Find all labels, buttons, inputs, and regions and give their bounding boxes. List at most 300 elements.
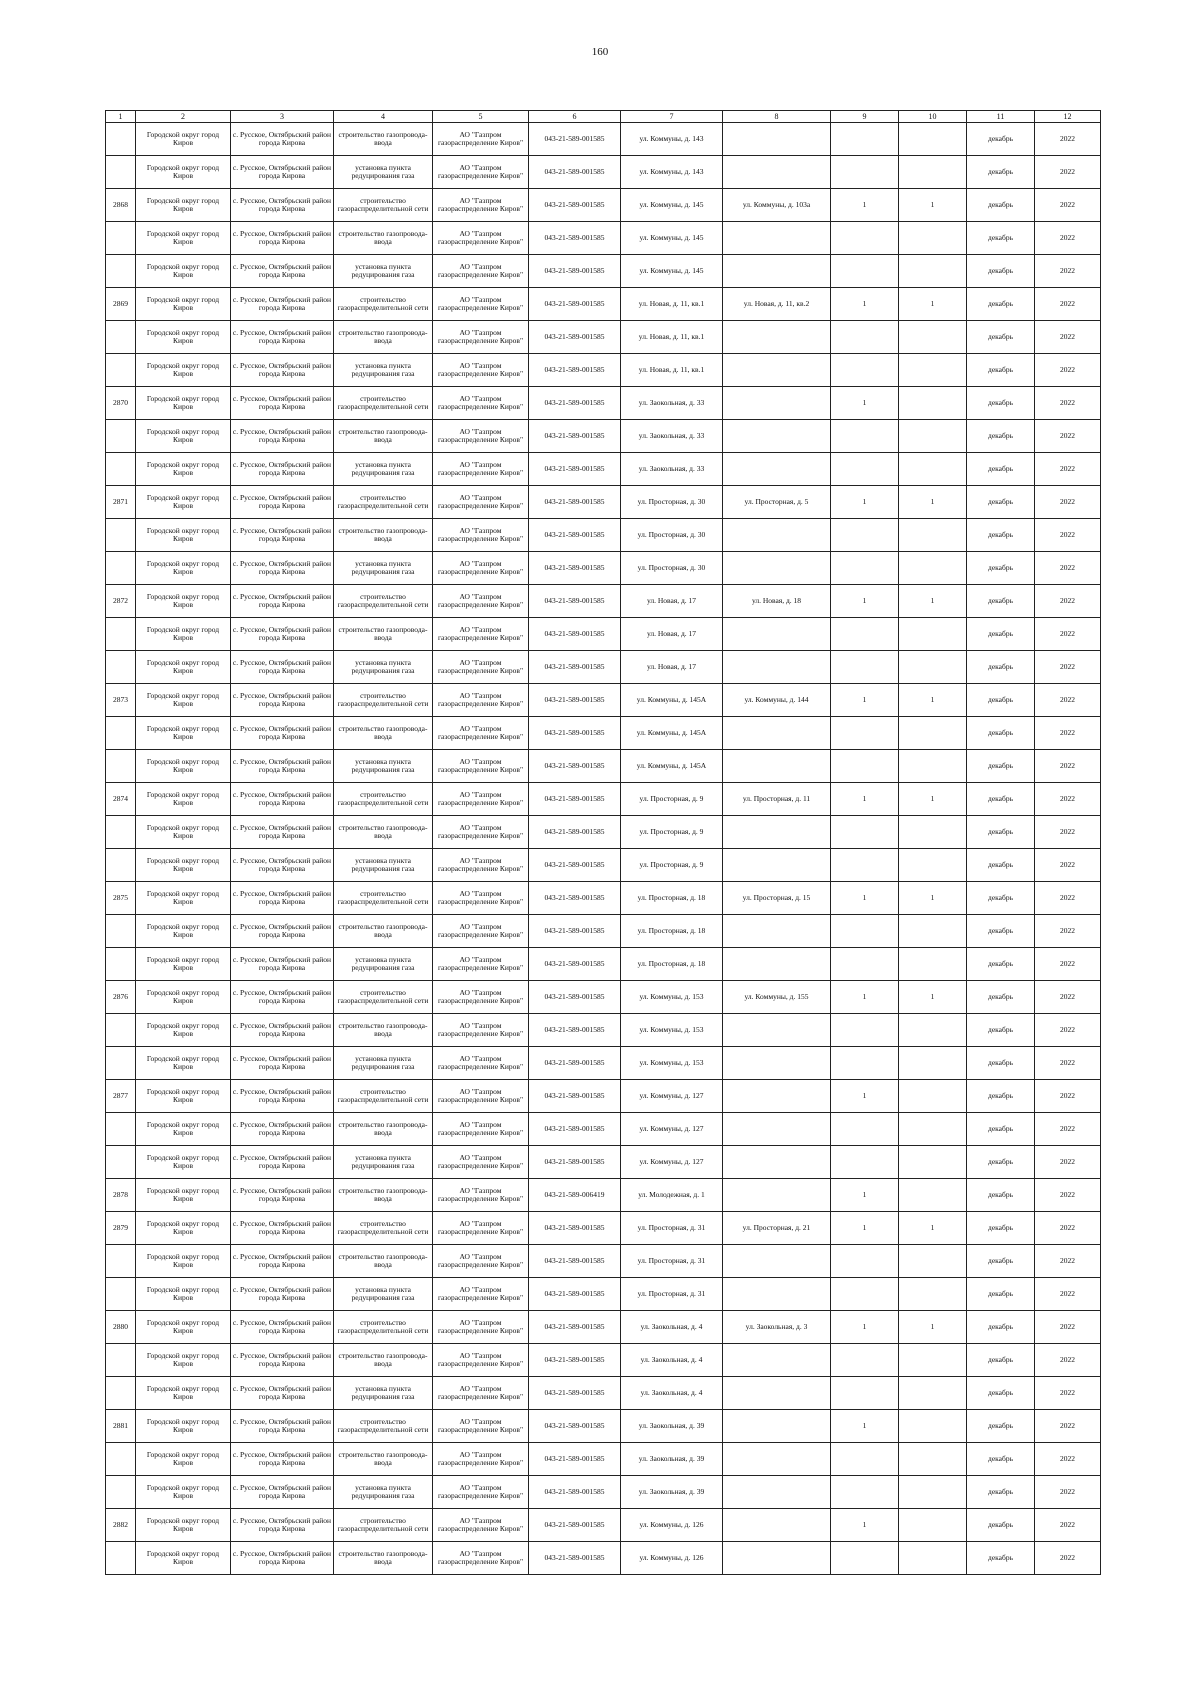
- cell-organization: АО "Газпром газораспределение Киров": [433, 453, 529, 486]
- cell-month: декабрь: [967, 1278, 1035, 1311]
- cell-month: декабрь: [967, 123, 1035, 156]
- cell-month: декабрь: [967, 1542, 1035, 1575]
- column-number-9: 9: [831, 111, 899, 123]
- cell-count-b: [899, 255, 967, 288]
- cell-address-secondary: [723, 255, 831, 288]
- cell-work-type: установка пункта редуцирования газа: [334, 1047, 433, 1080]
- cell-year: 2022: [1035, 189, 1101, 222]
- cell-locality: с. Русское, Октябрьский район города Кирова: [231, 420, 334, 453]
- cell-address: ул. Коммуны, д. 127: [621, 1146, 723, 1179]
- cell-count-a: 1: [831, 1080, 899, 1113]
- table-row: [106, 1311, 1101, 1344]
- cell-municipality: Городской округ город Киров: [136, 981, 231, 1014]
- cell-locality: с. Русское, Октябрьский район города Кирова: [231, 1311, 334, 1344]
- cell-count-b: [899, 552, 967, 585]
- cell-address: ул. Коммуны, д. 126: [621, 1509, 723, 1542]
- cell-organization: АО "Газпром газораспределение Киров": [433, 1542, 529, 1575]
- cell-row-number: [106, 123, 136, 156]
- cell-municipality: Городской округ город Киров: [136, 948, 231, 981]
- cell-registry-code: 043-21-589-001585: [529, 1476, 621, 1509]
- cell-organization: АО "Газпром газораспределение Киров": [433, 486, 529, 519]
- cell-work-type: строительство газораспределительной сети: [334, 1311, 433, 1344]
- cell-year: 2022: [1035, 1179, 1101, 1212]
- cell-month: декабрь: [967, 1212, 1035, 1245]
- cell-municipality: Городской округ город Киров: [136, 1542, 231, 1575]
- cell-organization: АО "Газпром газораспределение Киров": [433, 882, 529, 915]
- cell-locality: с. Русское, Октябрьский район города Кирова: [231, 123, 334, 156]
- cell-registry-code: 043-21-589-001585: [529, 1278, 621, 1311]
- cell-organization: АО "Газпром газораспределение Киров": [433, 1245, 529, 1278]
- cell-work-type: установка пункта редуцирования газа: [334, 1377, 433, 1410]
- cell-address-secondary: ул. Новая, д. 18: [723, 585, 831, 618]
- cell-locality: с. Русское, Октябрьский район города Кирова: [231, 1443, 334, 1476]
- cell-address-secondary: [723, 1443, 831, 1476]
- cell-address-secondary: [723, 915, 831, 948]
- cell-municipality: Городской округ город Киров: [136, 1410, 231, 1443]
- table-row: [106, 1542, 1101, 1575]
- cell-organization: АО "Газпром газораспределение Киров": [433, 783, 529, 816]
- table-row: [106, 1146, 1101, 1179]
- cell-count-b: [899, 1014, 967, 1047]
- cell-count-a: [831, 651, 899, 684]
- cell-month: декабрь: [967, 321, 1035, 354]
- cell-row-number: [106, 717, 136, 750]
- cell-year: 2022: [1035, 321, 1101, 354]
- cell-registry-code: 043-21-589-001585: [529, 1146, 621, 1179]
- cell-locality: с. Русское, Октябрьский район города Кирова: [231, 585, 334, 618]
- cell-count-a: 1: [831, 882, 899, 915]
- cell-count-a: [831, 618, 899, 651]
- cell-count-b: [899, 519, 967, 552]
- cell-row-number: [106, 1344, 136, 1377]
- cell-work-type: строительство газопровода-ввода: [334, 1344, 433, 1377]
- cell-month: декабрь: [967, 552, 1035, 585]
- cell-work-type: строительство газопровода-ввода: [334, 717, 433, 750]
- cell-registry-code: 043-21-589-001585: [529, 1080, 621, 1113]
- cell-work-type: строительство газопровода-ввода: [334, 1542, 433, 1575]
- cell-address: ул. Молодежная, д. 1: [621, 1179, 723, 1212]
- cell-address: ул. Коммуны, д. 153: [621, 1047, 723, 1080]
- cell-work-type: установка пункта редуцирования газа: [334, 1278, 433, 1311]
- cell-count-b: [899, 1146, 967, 1179]
- table-row: [106, 1014, 1101, 1047]
- cell-organization: АО "Газпром газораспределение Киров": [433, 255, 529, 288]
- table-row: [106, 321, 1101, 354]
- cell-address-secondary: [723, 618, 831, 651]
- cell-count-a: [831, 915, 899, 948]
- cell-address-secondary: [723, 1014, 831, 1047]
- cell-count-b: 1: [899, 783, 967, 816]
- cell-month: декабрь: [967, 585, 1035, 618]
- cell-month: декабрь: [967, 189, 1035, 222]
- table-row: [106, 1344, 1101, 1377]
- cell-registry-code: 043-21-589-001585: [529, 1542, 621, 1575]
- cell-address: ул. Коммуны, д. 127: [621, 1080, 723, 1113]
- cell-locality: с. Русское, Октябрьский район города Кирова: [231, 486, 334, 519]
- cell-address: ул. Заокольная, д. 39: [621, 1410, 723, 1443]
- cell-work-type: строительство газораспределительной сети: [334, 486, 433, 519]
- cell-year: 2022: [1035, 552, 1101, 585]
- cell-municipality: Городской округ город Киров: [136, 420, 231, 453]
- cell-year: 2022: [1035, 1245, 1101, 1278]
- cell-count-b: [899, 1509, 967, 1542]
- cell-month: декабрь: [967, 849, 1035, 882]
- table-row: [106, 948, 1101, 981]
- cell-locality: с. Русское, Октябрьский район города Кирова: [231, 288, 334, 321]
- cell-count-b: [899, 618, 967, 651]
- cell-month: декабрь: [967, 1179, 1035, 1212]
- cell-municipality: Городской округ город Киров: [136, 1047, 231, 1080]
- cell-address-secondary: ул. Просторная, д. 11: [723, 783, 831, 816]
- cell-address: ул. Коммуны, д. 145: [621, 189, 723, 222]
- cell-address: ул. Просторная, д. 31: [621, 1245, 723, 1278]
- table-row: [106, 1080, 1101, 1113]
- cell-month: декабрь: [967, 486, 1035, 519]
- cell-address-secondary: [723, 1410, 831, 1443]
- cell-count-a: 1: [831, 1179, 899, 1212]
- cell-locality: с. Русское, Октябрьский район города Кирова: [231, 684, 334, 717]
- cell-count-b: [899, 915, 967, 948]
- cell-address: ул. Новая, д. 17: [621, 585, 723, 618]
- cell-count-a: [831, 1245, 899, 1278]
- cell-address: ул. Просторная, д. 18: [621, 915, 723, 948]
- cell-address: ул. Просторная, д. 30: [621, 519, 723, 552]
- cell-registry-code: 043-21-589-001585: [529, 255, 621, 288]
- cell-organization: АО "Газпром газораспределение Киров": [433, 1179, 529, 1212]
- cell-work-type: строительство газораспределительной сети: [334, 387, 433, 420]
- cell-row-number: [106, 1443, 136, 1476]
- cell-month: декабрь: [967, 519, 1035, 552]
- cell-work-type: установка пункта редуцирования газа: [334, 453, 433, 486]
- cell-row-number: [106, 1245, 136, 1278]
- cell-organization: АО "Газпром газораспределение Киров": [433, 1476, 529, 1509]
- cell-address: ул. Заокольная, д. 39: [621, 1443, 723, 1476]
- cell-registry-code: 043-21-589-001585: [529, 321, 621, 354]
- cell-month: декабрь: [967, 255, 1035, 288]
- cell-organization: АО "Газпром газораспределение Киров": [433, 981, 529, 1014]
- cell-registry-code: 043-21-589-001585: [529, 1113, 621, 1146]
- cell-municipality: Городской округ город Киров: [136, 321, 231, 354]
- cell-month: декабрь: [967, 618, 1035, 651]
- cell-count-b: [899, 1542, 967, 1575]
- cell-count-b: 1: [899, 288, 967, 321]
- cell-locality: с. Русское, Октябрьский район города Кирова: [231, 1344, 334, 1377]
- cell-address-secondary: ул. Просторная, д. 21: [723, 1212, 831, 1245]
- cell-registry-code: 043-21-589-001585: [529, 882, 621, 915]
- cell-count-a: [831, 1443, 899, 1476]
- cell-registry-code: 043-21-589-001585: [529, 1245, 621, 1278]
- column-number-11: 11: [967, 111, 1035, 123]
- cell-row-number: [106, 222, 136, 255]
- cell-organization: АО "Газпром газораспределение Киров": [433, 585, 529, 618]
- cell-month: декабрь: [967, 156, 1035, 189]
- cell-municipality: Городской округ город Киров: [136, 1212, 231, 1245]
- cell-count-b: [899, 1245, 967, 1278]
- cell-organization: АО "Газпром газораспределение Киров": [433, 321, 529, 354]
- cell-address-secondary: [723, 1245, 831, 1278]
- column-number-2: 2: [136, 111, 231, 123]
- cell-work-type: строительство газораспределительной сети: [334, 288, 433, 321]
- cell-row-number: [106, 1278, 136, 1311]
- cell-work-type: строительство газопровода-ввода: [334, 420, 433, 453]
- table-row: [106, 1278, 1101, 1311]
- cell-count-a: 1: [831, 981, 899, 1014]
- cell-year: 2022: [1035, 651, 1101, 684]
- page-number: 160: [591, 46, 609, 58]
- cell-organization: АО "Газпром газораспределение Киров": [433, 1014, 529, 1047]
- cell-month: декабрь: [967, 684, 1035, 717]
- cell-year: 2022: [1035, 1278, 1101, 1311]
- cell-organization: АО "Газпром газораспределение Киров": [433, 1410, 529, 1443]
- table-row: [106, 849, 1101, 882]
- cell-registry-code: 043-21-589-001585: [529, 651, 621, 684]
- cell-count-a: [831, 948, 899, 981]
- cell-count-b: [899, 222, 967, 255]
- cell-organization: АО "Газпром газораспределение Киров": [433, 948, 529, 981]
- cell-municipality: Городской округ город Киров: [136, 783, 231, 816]
- cell-address: ул. Коммуны, д. 145А: [621, 684, 723, 717]
- cell-row-number: [106, 948, 136, 981]
- cell-organization: АО "Газпром газораспределение Киров": [433, 750, 529, 783]
- cell-registry-code: 043-21-589-001585: [529, 519, 621, 552]
- cell-work-type: установка пункта редуцирования газа: [334, 156, 433, 189]
- cell-address-secondary: ул. Коммуны, д. 155: [723, 981, 831, 1014]
- cell-year: 2022: [1035, 354, 1101, 387]
- cell-municipality: Городской округ город Киров: [136, 552, 231, 585]
- cell-organization: АО "Газпром газораспределение Киров": [433, 387, 529, 420]
- cell-year: 2022: [1035, 1509, 1101, 1542]
- cell-address: ул. Коммуны, д. 143: [621, 123, 723, 156]
- cell-work-type: установка пункта редуцирования газа: [334, 552, 433, 585]
- column-number-1: 1: [106, 111, 136, 123]
- cell-locality: с. Русское, Октябрьский район города Кирова: [231, 618, 334, 651]
- cell-municipality: Городской округ город Киров: [136, 1344, 231, 1377]
- cell-count-a: [831, 750, 899, 783]
- table-row: [106, 651, 1101, 684]
- cell-organization: АО "Газпром газораспределение Киров": [433, 552, 529, 585]
- cell-organization: АО "Газпром газораспределение Киров": [433, 651, 529, 684]
- cell-municipality: Городской округ город Киров: [136, 519, 231, 552]
- cell-address: ул. Просторная, д. 31: [621, 1278, 723, 1311]
- cell-municipality: Городской округ город Киров: [136, 684, 231, 717]
- cell-count-b: [899, 156, 967, 189]
- cell-registry-code: 043-21-589-001585: [529, 816, 621, 849]
- cell-organization: АО "Газпром газораспределение Киров": [433, 1212, 529, 1245]
- table-row: [106, 783, 1101, 816]
- cell-municipality: Городской округ город Киров: [136, 618, 231, 651]
- cell-count-b: 1: [899, 1212, 967, 1245]
- cell-municipality: Городской округ город Киров: [136, 1179, 231, 1212]
- cell-count-b: [899, 1047, 967, 1080]
- cell-organization: АО "Газпром газораспределение Киров": [433, 1509, 529, 1542]
- cell-organization: АО "Газпром газораспределение Киров": [433, 915, 529, 948]
- cell-year: 2022: [1035, 453, 1101, 486]
- cell-year: 2022: [1035, 1014, 1101, 1047]
- cell-locality: с. Русское, Октябрьский район города Кирова: [231, 1278, 334, 1311]
- cell-registry-code: 043-21-589-001585: [529, 354, 621, 387]
- cell-address-secondary: [723, 453, 831, 486]
- cell-count-a: [831, 1476, 899, 1509]
- cell-count-b: [899, 948, 967, 981]
- cell-address: ул. Коммуны, д. 143: [621, 156, 723, 189]
- cell-count-b: 1: [899, 486, 967, 519]
- cell-year: 2022: [1035, 882, 1101, 915]
- cell-address-secondary: ул. Просторная, д. 5: [723, 486, 831, 519]
- cell-row-number: [106, 1377, 136, 1410]
- cell-month: декабрь: [967, 354, 1035, 387]
- table-row: [106, 552, 1101, 585]
- cell-locality: с. Русское, Октябрьский район города Кирова: [231, 255, 334, 288]
- cell-registry-code: 043-21-589-001585: [529, 750, 621, 783]
- cell-row-number: [106, 1014, 136, 1047]
- cell-address-secondary: [723, 354, 831, 387]
- cell-count-a: [831, 222, 899, 255]
- cell-municipality: Городской округ город Киров: [136, 585, 231, 618]
- cell-row-number: [106, 156, 136, 189]
- cell-organization: АО "Газпром газораспределение Киров": [433, 717, 529, 750]
- table-row: [106, 189, 1101, 222]
- table-row: [106, 1443, 1101, 1476]
- cell-locality: с. Русское, Октябрьский район города Кирова: [231, 1047, 334, 1080]
- column-number-5: 5: [433, 111, 529, 123]
- cell-municipality: Городской округ город Киров: [136, 453, 231, 486]
- cell-address: ул. Заокольная, д. 4: [621, 1344, 723, 1377]
- cell-registry-code: 043-21-589-001585: [529, 948, 621, 981]
- cell-row-number: 2880: [106, 1311, 136, 1344]
- table-row: [106, 123, 1101, 156]
- table-row: [106, 1245, 1101, 1278]
- cell-row-number: 2875: [106, 882, 136, 915]
- cell-month: декабрь: [967, 1509, 1035, 1542]
- cell-year: 2022: [1035, 717, 1101, 750]
- cell-registry-code: 043-21-589-001585: [529, 1377, 621, 1410]
- cell-address: ул. Коммуны, д. 145А: [621, 750, 723, 783]
- cell-address-secondary: [723, 1542, 831, 1575]
- cell-address-secondary: [723, 222, 831, 255]
- cell-count-a: 1: [831, 486, 899, 519]
- cell-locality: с. Русское, Октябрьский район города Кирова: [231, 783, 334, 816]
- table-row: [106, 222, 1101, 255]
- cell-municipality: Городской округ город Киров: [136, 651, 231, 684]
- cell-row-number: 2871: [106, 486, 136, 519]
- cell-count-a: [831, 1146, 899, 1179]
- cell-month: декабрь: [967, 1113, 1035, 1146]
- cell-month: декабрь: [967, 1344, 1035, 1377]
- cell-registry-code: 043-21-589-006419: [529, 1179, 621, 1212]
- cell-year: 2022: [1035, 1542, 1101, 1575]
- cell-municipality: Городской округ город Киров: [136, 156, 231, 189]
- cell-registry-code: 043-21-589-001585: [529, 849, 621, 882]
- cell-work-type: строительство газораспределительной сети: [334, 882, 433, 915]
- cell-count-b: [899, 651, 967, 684]
- cell-work-type: строительство газопровода-ввода: [334, 618, 433, 651]
- cell-organization: АО "Газпром газораспределение Киров": [433, 420, 529, 453]
- cell-count-a: [831, 453, 899, 486]
- cell-municipality: Городской округ город Киров: [136, 1311, 231, 1344]
- cell-registry-code: 043-21-589-001585: [529, 156, 621, 189]
- cell-locality: с. Русское, Октябрьский район города Кирова: [231, 981, 334, 1014]
- cell-locality: с. Русское, Октябрьский район города Кирова: [231, 453, 334, 486]
- cell-year: 2022: [1035, 618, 1101, 651]
- cell-count-b: 1: [899, 684, 967, 717]
- cell-registry-code: 043-21-589-001585: [529, 783, 621, 816]
- cell-locality: с. Русское, Октябрьский район города Кирова: [231, 321, 334, 354]
- cell-year: 2022: [1035, 1146, 1101, 1179]
- cell-work-type: установка пункта редуцирования газа: [334, 255, 433, 288]
- cell-organization: АО "Газпром газораспределение Киров": [433, 222, 529, 255]
- cell-count-b: [899, 354, 967, 387]
- cell-year: 2022: [1035, 948, 1101, 981]
- cell-count-b: [899, 1344, 967, 1377]
- cell-work-type: строительство газопровода-ввода: [334, 519, 433, 552]
- cell-address: ул. Просторная, д. 9: [621, 849, 723, 882]
- cell-year: 2022: [1035, 222, 1101, 255]
- cell-row-number: [106, 321, 136, 354]
- cell-year: 2022: [1035, 1080, 1101, 1113]
- cell-month: декабрь: [967, 453, 1035, 486]
- cell-row-number: [106, 453, 136, 486]
- cell-year: 2022: [1035, 684, 1101, 717]
- cell-count-a: [831, 420, 899, 453]
- cell-row-number: [106, 618, 136, 651]
- cell-month: декабрь: [967, 1014, 1035, 1047]
- cell-count-a: [831, 1344, 899, 1377]
- cell-municipality: Городской округ город Киров: [136, 354, 231, 387]
- table-row: [106, 486, 1101, 519]
- table-row: [106, 420, 1101, 453]
- cell-organization: АО "Газпром газораспределение Киров": [433, 288, 529, 321]
- cell-locality: с. Русское, Октябрьский район города Кирова: [231, 1146, 334, 1179]
- cell-municipality: Городской округ город Киров: [136, 882, 231, 915]
- cell-locality: с. Русское, Октябрьский район города Кирова: [231, 354, 334, 387]
- cell-work-type: строительство газопровода-ввода: [334, 816, 433, 849]
- cell-count-b: [899, 717, 967, 750]
- cell-address-secondary: [723, 1278, 831, 1311]
- cell-count-b: 1: [899, 585, 967, 618]
- cell-address-secondary: ул. Новая, д. 11, кв.2: [723, 288, 831, 321]
- table-row: [106, 519, 1101, 552]
- cell-address-secondary: ул. Коммуны, д. 103а: [723, 189, 831, 222]
- cell-locality: с. Русское, Октябрьский район города Кирова: [231, 1377, 334, 1410]
- cell-year: 2022: [1035, 1311, 1101, 1344]
- cell-row-number: [106, 1476, 136, 1509]
- cell-address-secondary: [723, 948, 831, 981]
- cell-address: ул. Новая, д. 11, кв.1: [621, 354, 723, 387]
- cell-count-a: 1: [831, 1509, 899, 1542]
- cell-municipality: Городской округ город Киров: [136, 189, 231, 222]
- table-row: [106, 585, 1101, 618]
- cell-address-secondary: [723, 1179, 831, 1212]
- cell-locality: с. Русское, Октябрьский район города Кирова: [231, 1080, 334, 1113]
- cell-row-number: [106, 915, 136, 948]
- cell-row-number: 2879: [106, 1212, 136, 1245]
- cell-count-b: 1: [899, 981, 967, 1014]
- cell-row-number: [106, 1113, 136, 1146]
- cell-count-a: [831, 717, 899, 750]
- cell-organization: АО "Газпром газораспределение Киров": [433, 354, 529, 387]
- cell-month: декабрь: [967, 1146, 1035, 1179]
- cell-municipality: Городской округ город Киров: [136, 387, 231, 420]
- cell-registry-code: 043-21-589-001585: [529, 1311, 621, 1344]
- cell-address: ул. Просторная, д. 18: [621, 882, 723, 915]
- cell-organization: АО "Газпром газораспределение Киров": [433, 189, 529, 222]
- cell-month: декабрь: [967, 783, 1035, 816]
- cell-work-type: строительство газопровода-ввода: [334, 222, 433, 255]
- cell-locality: с. Русское, Октябрьский район города Кирова: [231, 1014, 334, 1047]
- cell-address: ул. Заокольная, д. 4: [621, 1311, 723, 1344]
- cell-organization: АО "Газпром газораспределение Киров": [433, 1344, 529, 1377]
- header-row: [106, 111, 1101, 123]
